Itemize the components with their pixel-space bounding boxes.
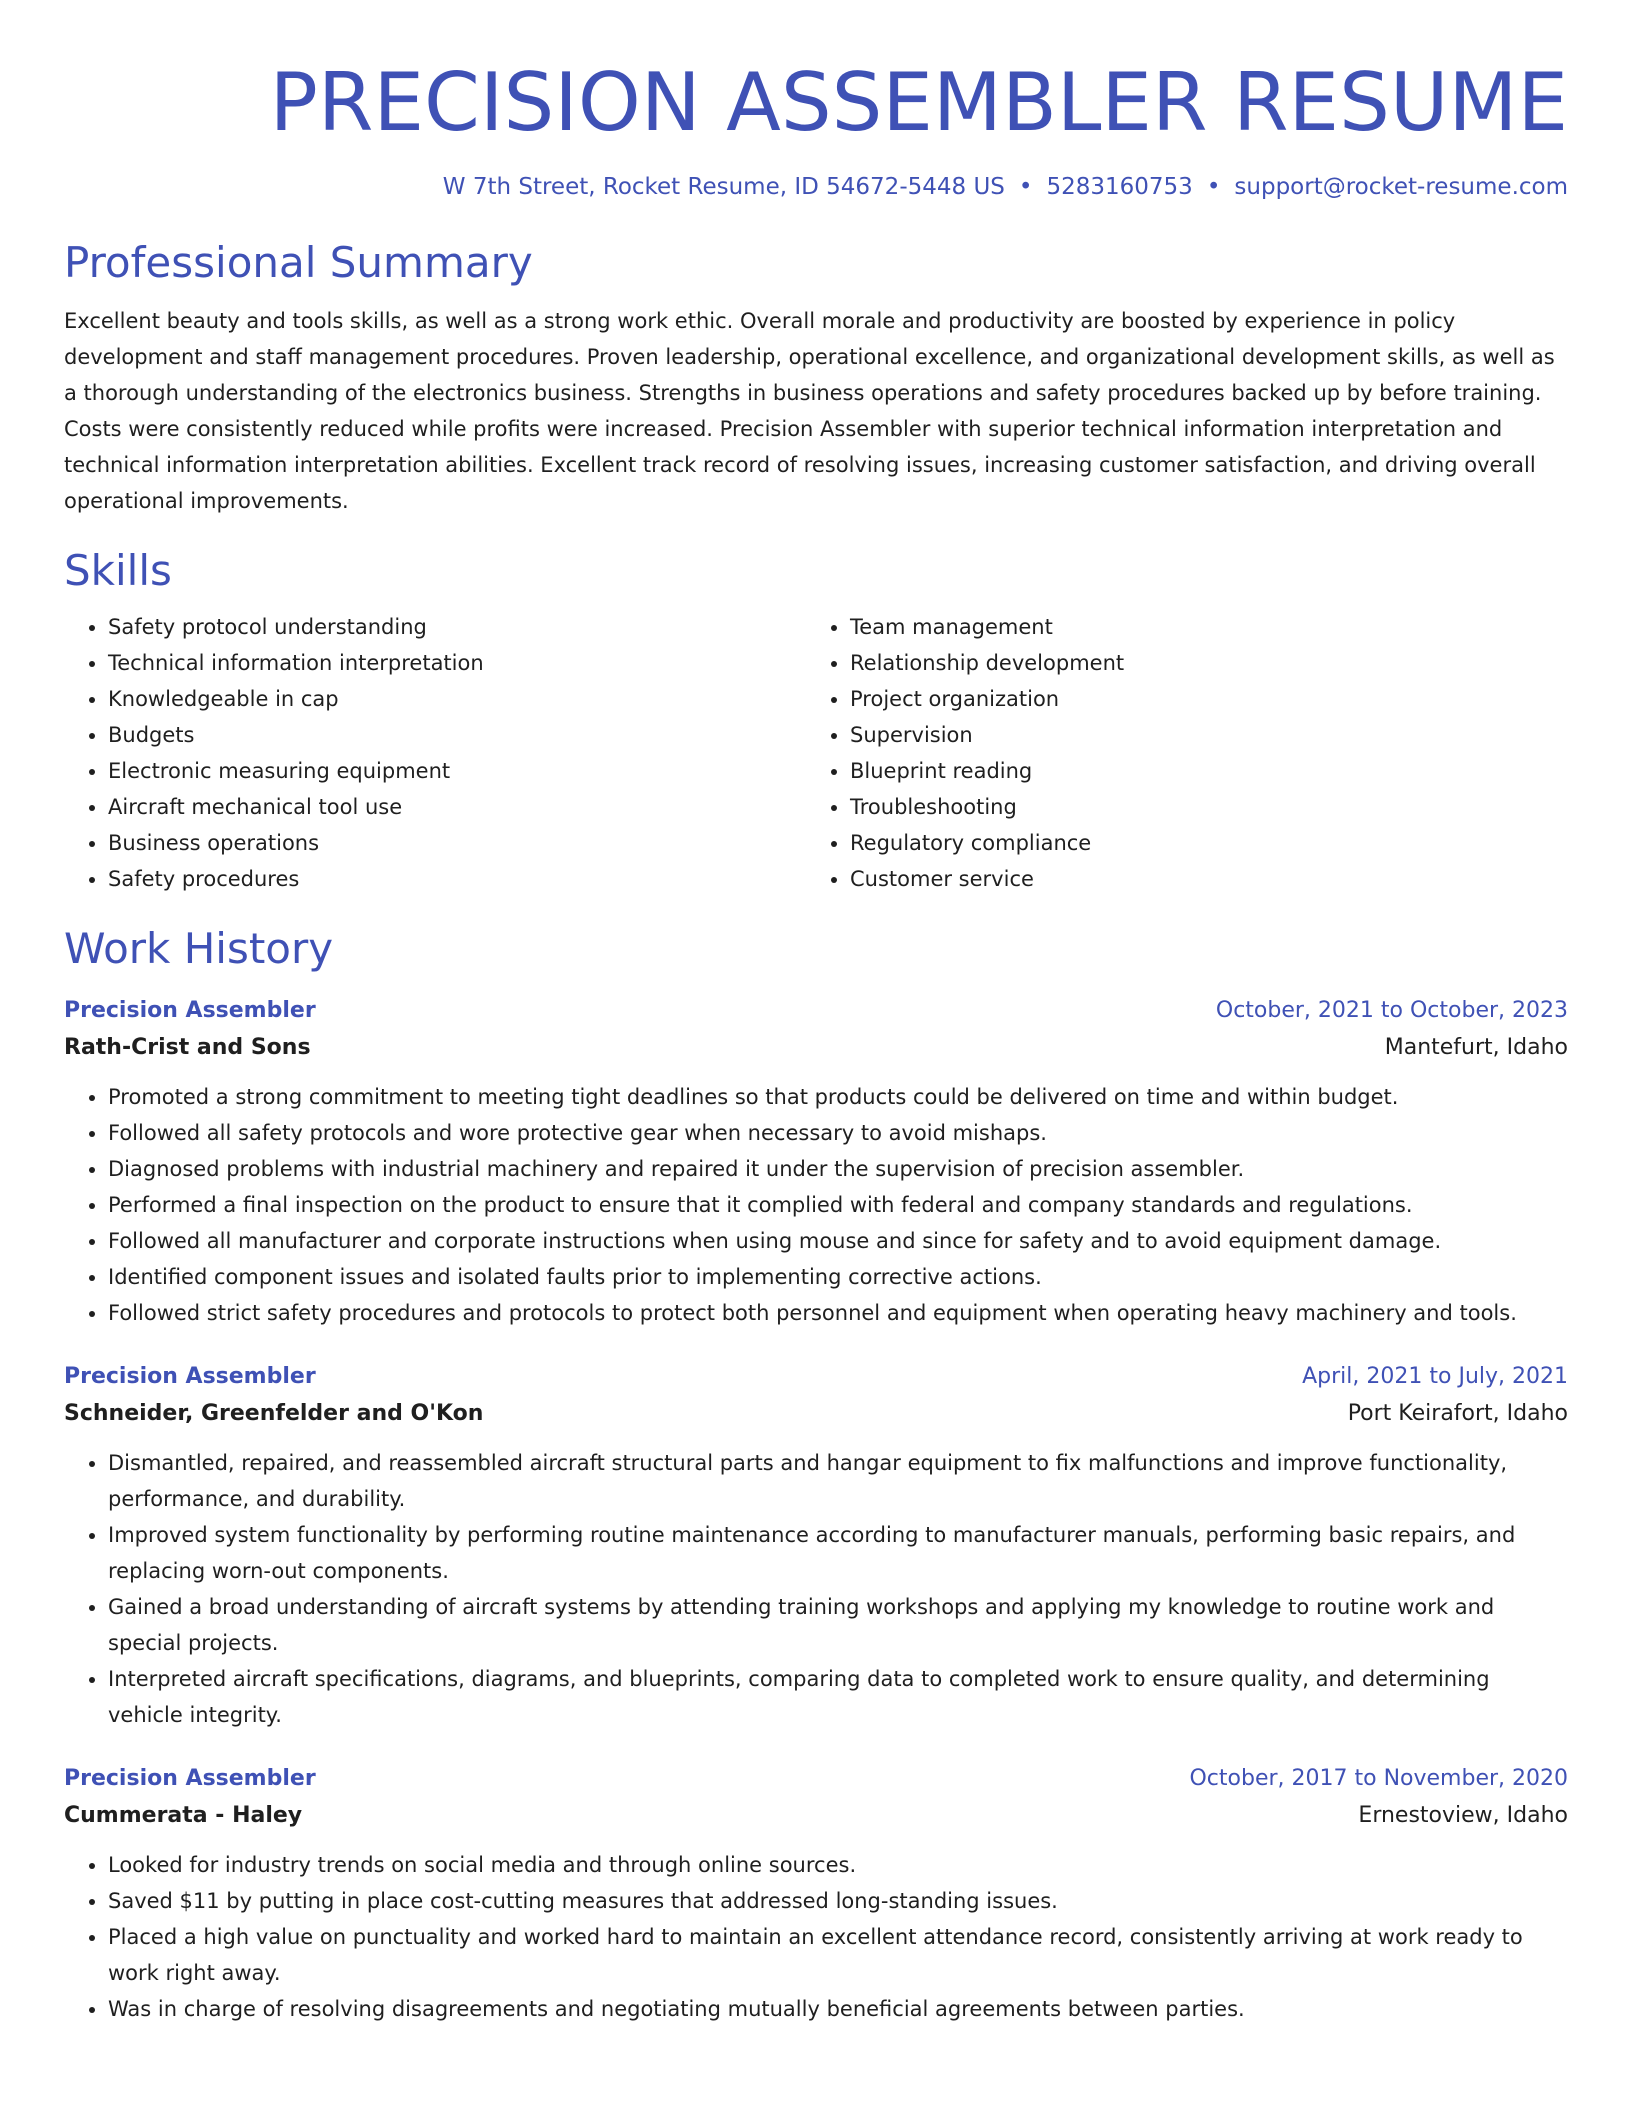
- job-location: Mantefurt, Idaho: [1384, 1035, 1568, 1060]
- skills-grid: [64, 609, 1568, 897]
- skill-item: • Customer service: [850, 861, 1548, 897]
- job-bullet: • Promoted a strong commitment to meeting tight deadlines so that products could be delivered on time and within budget.: [108, 1079, 1568, 1115]
- job-dates: April, 2021 to July, 2021: [1302, 1364, 1568, 1389]
- summary-text: Excellent beauty and tools skills, as well as a strong work ethic. Overall morale and productivity are boosted by experience in policy development and staff management procedures. Proven leadership, operational excellence, and organizational development skills, as well as a thorough understanding of the electronics business. Strengths in business operations and safety procedures backed up by before training. Costs were consistently reduced while profits were increased. Precision Assembler with superior technical information interpretation and technical information interpretation abilities. Excellent track record of resolving issues, increasing customer satisfaction, and driving overall operational improvements.: [64, 309, 1555, 513]
- job-title: Precision Assembler: [64, 1766, 316, 1791]
- skills-list-left: [64, 609, 806, 897]
- skill-item: • Electronic measuring equipment: [108, 753, 806, 789]
- job-company-row: [64, 1395, 1568, 1433]
- job-bullet: • Identified component issues and isolated faults prior to implementing corrective actions.: [108, 1259, 1568, 1295]
- page-title: PRECISION ASSEMBLER RESUME: [269, 56, 1568, 149]
- job-bullet: • Diagnosed problems with industrial machinery and repaired it under the supervision of precision assembler.: [108, 1151, 1568, 1187]
- job-bullet: • Performed a final inspection on the product to ensure that it complied with federal and company standards and regulations.: [108, 1187, 1568, 1223]
- contact-separator: •: [1206, 174, 1221, 200]
- skill-item: • Budgets: [108, 717, 806, 753]
- contact-line: [64, 171, 1568, 203]
- job-company: Rath-Crist and Sons: [64, 1035, 311, 1060]
- skill-item: • Business operations: [108, 825, 806, 861]
- job-dates: October, 2021 to October, 2023: [1215, 998, 1568, 1023]
- skill-item: • Team management: [850, 609, 1548, 645]
- contact-separator: •: [1018, 174, 1033, 200]
- job-location: Ernestoview, Idaho: [1358, 1803, 1568, 1828]
- skill-item: • Project organization: [850, 681, 1548, 717]
- job-title: Precision Assembler: [64, 1364, 316, 1389]
- job-dates: October, 2017 to November, 2020: [1189, 1766, 1568, 1791]
- contact-address: W 7th Street, Rocket Resume, ID 54672-5448 US: [442, 174, 1005, 200]
- job-bullet: • Dismantled, repaired, and reassembled aircraft structural parts and hangar equipment to fix malfunctions and improve functionality, performance, and durability.: [108, 1445, 1568, 1517]
- job-company-row: [64, 1797, 1568, 1835]
- skill-item: • Regulatory compliance: [850, 825, 1548, 861]
- job-header-row: [64, 993, 1568, 1029]
- job-bullet: • Followed strict safety procedures and protocols to protect both personnel and equipment when operating heavy machinery and tools.: [108, 1295, 1568, 1331]
- job-entry: [64, 1359, 1568, 1733]
- job-bullets: [64, 1847, 1568, 2027]
- job-bullet: • Placed a high value on punctuality and worked hard to maintain an excellent attendance record, consistently arriving at work ready to work right away.: [108, 1919, 1568, 1991]
- skill-item: • Relationship development: [850, 645, 1548, 681]
- job-title: Precision Assembler: [64, 998, 316, 1023]
- job-bullets: [64, 1079, 1568, 1331]
- job-company-row: [64, 1029, 1568, 1067]
- skills-list-right: [806, 609, 1548, 897]
- skill-item: • Safety procedures: [108, 861, 806, 897]
- work-history-heading: Work History: [64, 924, 334, 973]
- job-bullets: [64, 1445, 1568, 1733]
- job-company: Cummerata - Haley: [64, 1803, 303, 1828]
- skills-heading: Skills: [64, 546, 172, 595]
- job-bullet: • Followed all manufacturer and corporate instructions when using mouse and since for safety and to avoid equipment damage.: [108, 1223, 1568, 1259]
- job-bullet: • Improved system functionality by performing routine maintenance according to manufacturer manuals, performing basic repairs, and replacing worn-out components.: [108, 1517, 1568, 1589]
- skill-item: • Aircraft mechanical tool use: [108, 789, 806, 825]
- skill-item: • Knowledgeable in cap: [108, 681, 806, 717]
- job-entry: [64, 993, 1568, 1331]
- job-header-row: [64, 1359, 1568, 1395]
- skill-item: • Blueprint reading: [850, 753, 1548, 789]
- skill-item: • Technical information interpretation: [108, 645, 806, 681]
- skill-item: • Supervision: [850, 717, 1548, 753]
- job-entry: [64, 1761, 1568, 2027]
- resume-page: [64, 0, 1568, 2027]
- job-location: Port Keirafort, Idaho: [1347, 1401, 1568, 1426]
- job-bullet: • Followed all safety protocols and wore protective gear when necessary to avoid mishaps.: [108, 1115, 1568, 1151]
- job-company: Schneider, Greenfelder and O'Kon: [64, 1401, 484, 1426]
- job-bullet: • Gained a broad understanding of aircraft systems by attending training workshops and applying my knowledge to routine work and special projects.: [108, 1589, 1568, 1661]
- contact-phone: 5283160753: [1046, 174, 1193, 200]
- job-bullet: • Looked for industry trends on social media and through online sources.: [108, 1847, 1568, 1883]
- job-bullet: • Was in charge of resolving disagreements and negotiating mutually beneficial agreements between parties.: [108, 1991, 1568, 2027]
- job-header-row: [64, 1761, 1568, 1797]
- job-bullet: • Interpreted aircraft specifications, diagrams, and blueprints, comparing data to completed work to ensure quality, and determining vehicle integrity.: [108, 1661, 1568, 1733]
- skill-item: • Troubleshooting: [850, 789, 1548, 825]
- skill-item: • Safety protocol understanding: [108, 609, 806, 645]
- summary-heading: Professional Summary: [64, 238, 533, 287]
- job-bullet: • Saved $11 by putting in place cost-cutting measures that addressed long-standing issues.: [108, 1883, 1568, 1919]
- contact-email: support@rocket-resume.com: [1234, 174, 1568, 200]
